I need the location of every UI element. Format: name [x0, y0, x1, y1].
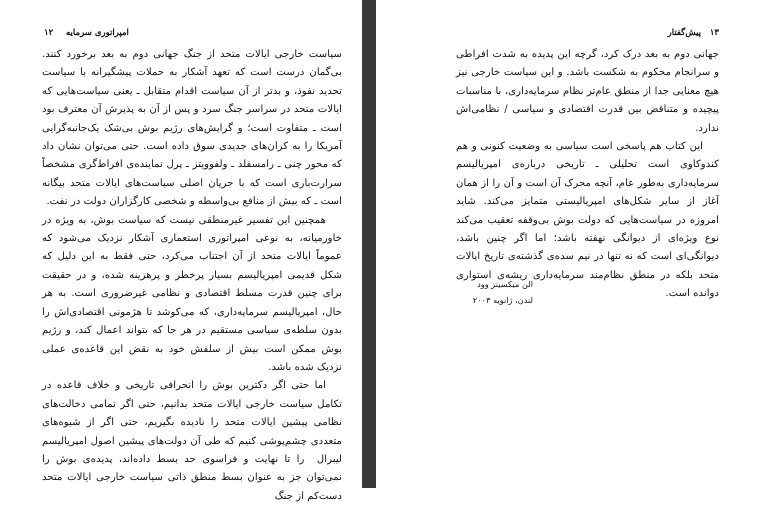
- right-running-title: پیش‌گفتار: [667, 28, 701, 38]
- right-page-number: ۱۳: [709, 28, 719, 38]
- right-paragraph-2: این کتاب هم پاسخی است سیاسی به وضعیت کنونی و هم کندوکاوی است تحلیلی ـ تاریخی درباره‌ی امپریالیسم سرمایه‌داری به‌طور عام، آنچه محرک آن است و آن را از همان آغاز از سایر شکل‌های امپریالیستی متمایز می‌کند. شاید امروزه در سیاست‌هایی که دولت بوش بی‌وقفه تعقیب می‌کند نوع ویژه‌ای از دیوانگی نهفته باشد؛ اما اگر چنین باشد، دیوانگی‌ای است که نه تنها در نیم سده‌ی گذشته‌ی تاریخ ایالات متحد بلکه در منطق نظام‌مند سرمایه‌داری ریشه‌ی استواری دوانده است.: [456, 141, 719, 300]
- right-paragraph-1: جهانی دوم به بعد درک کرد، گرچه این پدیده به شدت افراطی و سرانجام محکوم به شکست باشد. و این سیاست خارجی نیز هیچ معنایی جدا از منطق عام‌تر نظام سرمایه‌داری، با مناسبات پیچیده و متناقض بین قدرت اقتصادی و سیاسی / نظامی‌اش ندارد.: [456, 49, 719, 134]
- left-page-number: ۱۲: [44, 28, 54, 38]
- signature-place-date: [456, 295, 719, 305]
- left-running-title: امپراتوری سرمایه: [66, 28, 129, 38]
- left-paragraph-1: سیاست خارجی ایالات متحد از جنگ جهانی دوم به بعد برخورد کنند. بی‌گمان درست است که تعهد آشکار به حملات پیشگیرانه با سیاست تحدید نفوذ، و بدتر از آن سیاست اقدام متقابل ـ یعنی سیاست‌هایی که ایالات متحد در سراسر جنگ سرد و پس از آن به پذیرش آن معترف بود است ـ متفاوت است؛ و گرایش‌های رژیم بوش بی‌شک یک‌جانبه‌گرایی آمریکا را به کران‌های جدیدی سوق داده است. حتی می‌توان نشان داد که محور چنی ـ رامسفلد ـ ولفوویتز ـ پرل نماینده‌ی افراط‌گری مشخصاً سرارت‌باری است که با جریان اصلی سیاست‌های ایالات متحد بیگانه است ـ که بیش از منافع بی‌واسطه و شخصی کارگزاران دولت در نفت.: [42, 49, 342, 208]
- left-paragraph-2: همچنین این تفسیر غیرمنطقی نیست که سیاست بوش، به ویژه در خاورمیانه، به نوعی امپراتوری استعماری آشکار نزدیک می‌شود که عموماً ایالات متحد از آن اجتناب می‌کرد، حتی فقط به این دلیل که شکل قدیمی امپریالیسم بسیار پرخطر و پرهزینه شده، و در حقیقت برای چنین قدرت مسلط اقتصادی و نظامی غیرضروری است. به هر حال، امپریالیسم سرمایه‌داری، که می‌کوشد تا هژمونی اقتصادی‌اش را بدون سلطه‌ی سیاسی مستقیم در هر جا که بتواند اعمال کند، و رژیم بوش ممکن است بیش از سلفش خود به نقض این قاعده‌ی عملی نزدیک شده باشد.: [42, 214, 342, 373]
- right-page-header: [456, 28, 719, 42]
- right-page-body: [456, 46, 719, 304]
- book-gutter: [362, 0, 376, 488]
- left-page-header: [44, 28, 344, 42]
- signature-name: الن میکسینز وود: [477, 279, 533, 289]
- left-paragraph-3: اما حتی اگر دکترین بوش را انحرافی تاریخی و خلاف قاعده در تکامل سیاست خارجی ایالات متحد بدانیم، حتی اگر تمامی دخالت‌های نظامی پیشین ایالات متحد را نادیده بگیریم، حتی اگر از شیوه‌های متعددی چشم‌پوشی کنیم که طی آن دولت‌های پیشین اصول امپریالیسم لیبرال ‌ را تا نهایت و فراسوی حد بسط داده‌اند، پدیده‌ی بوش را نمی‌توان جز به عنوان بسط منطق ذاتی سیاست خارجی ایالات متحد دست‌کم از جنگ: [42, 380, 342, 502]
- signature-place-date-text: لندن، ژانویه ۲۰۰۳: [472, 295, 533, 305]
- left-page-body: [42, 46, 342, 506]
- author-signature: [456, 279, 719, 289]
- left-page: [0, 0, 362, 502]
- right-page: [376, 0, 760, 488]
